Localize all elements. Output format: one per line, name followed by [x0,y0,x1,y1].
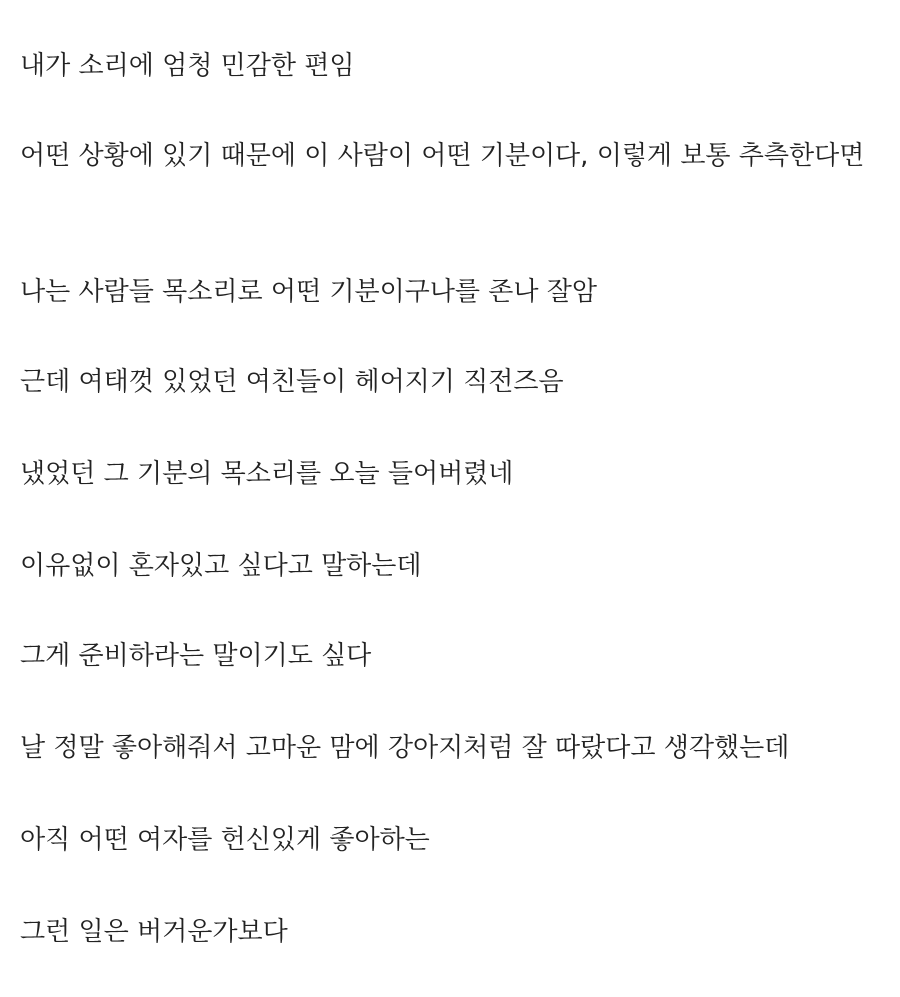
post-paragraph: 어떤 상황에 있기 때문에 이 사람이 어떤 기분이다, 이렇게 보통 추측한다면 [20,141,865,171]
post-paragraph: 그런 일은 버거운가보다 [20,917,288,947]
post-paragraph: 냈었던 그 기분의 목소리를 오늘 들어버렸네 [20,459,514,489]
post-paragraph: 날 정말 좋아해줘서 고마운 맘에 강아지처럼 잘 따랐다고 생각했는데 [20,733,790,763]
post-paragraph: 근데 여태껏 있었던 여친들이 헤어지기 직전즈음 [20,367,564,397]
post-paragraph: 나는 사람들 목소리로 어떤 기분이구나를 존나 잘암 [20,277,598,307]
post-paragraph: 이유없이 혼자있고 싶다고 말하는데 [20,551,422,581]
post-paragraph: 아직 어떤 여자를 헌신있게 좋아하는 [20,825,430,855]
post-paragraph: 그게 준비하라는 말이기도 싶다 [20,641,372,671]
post-paragraph: 내가 소리에 엄청 민감한 편임 [20,51,355,81]
